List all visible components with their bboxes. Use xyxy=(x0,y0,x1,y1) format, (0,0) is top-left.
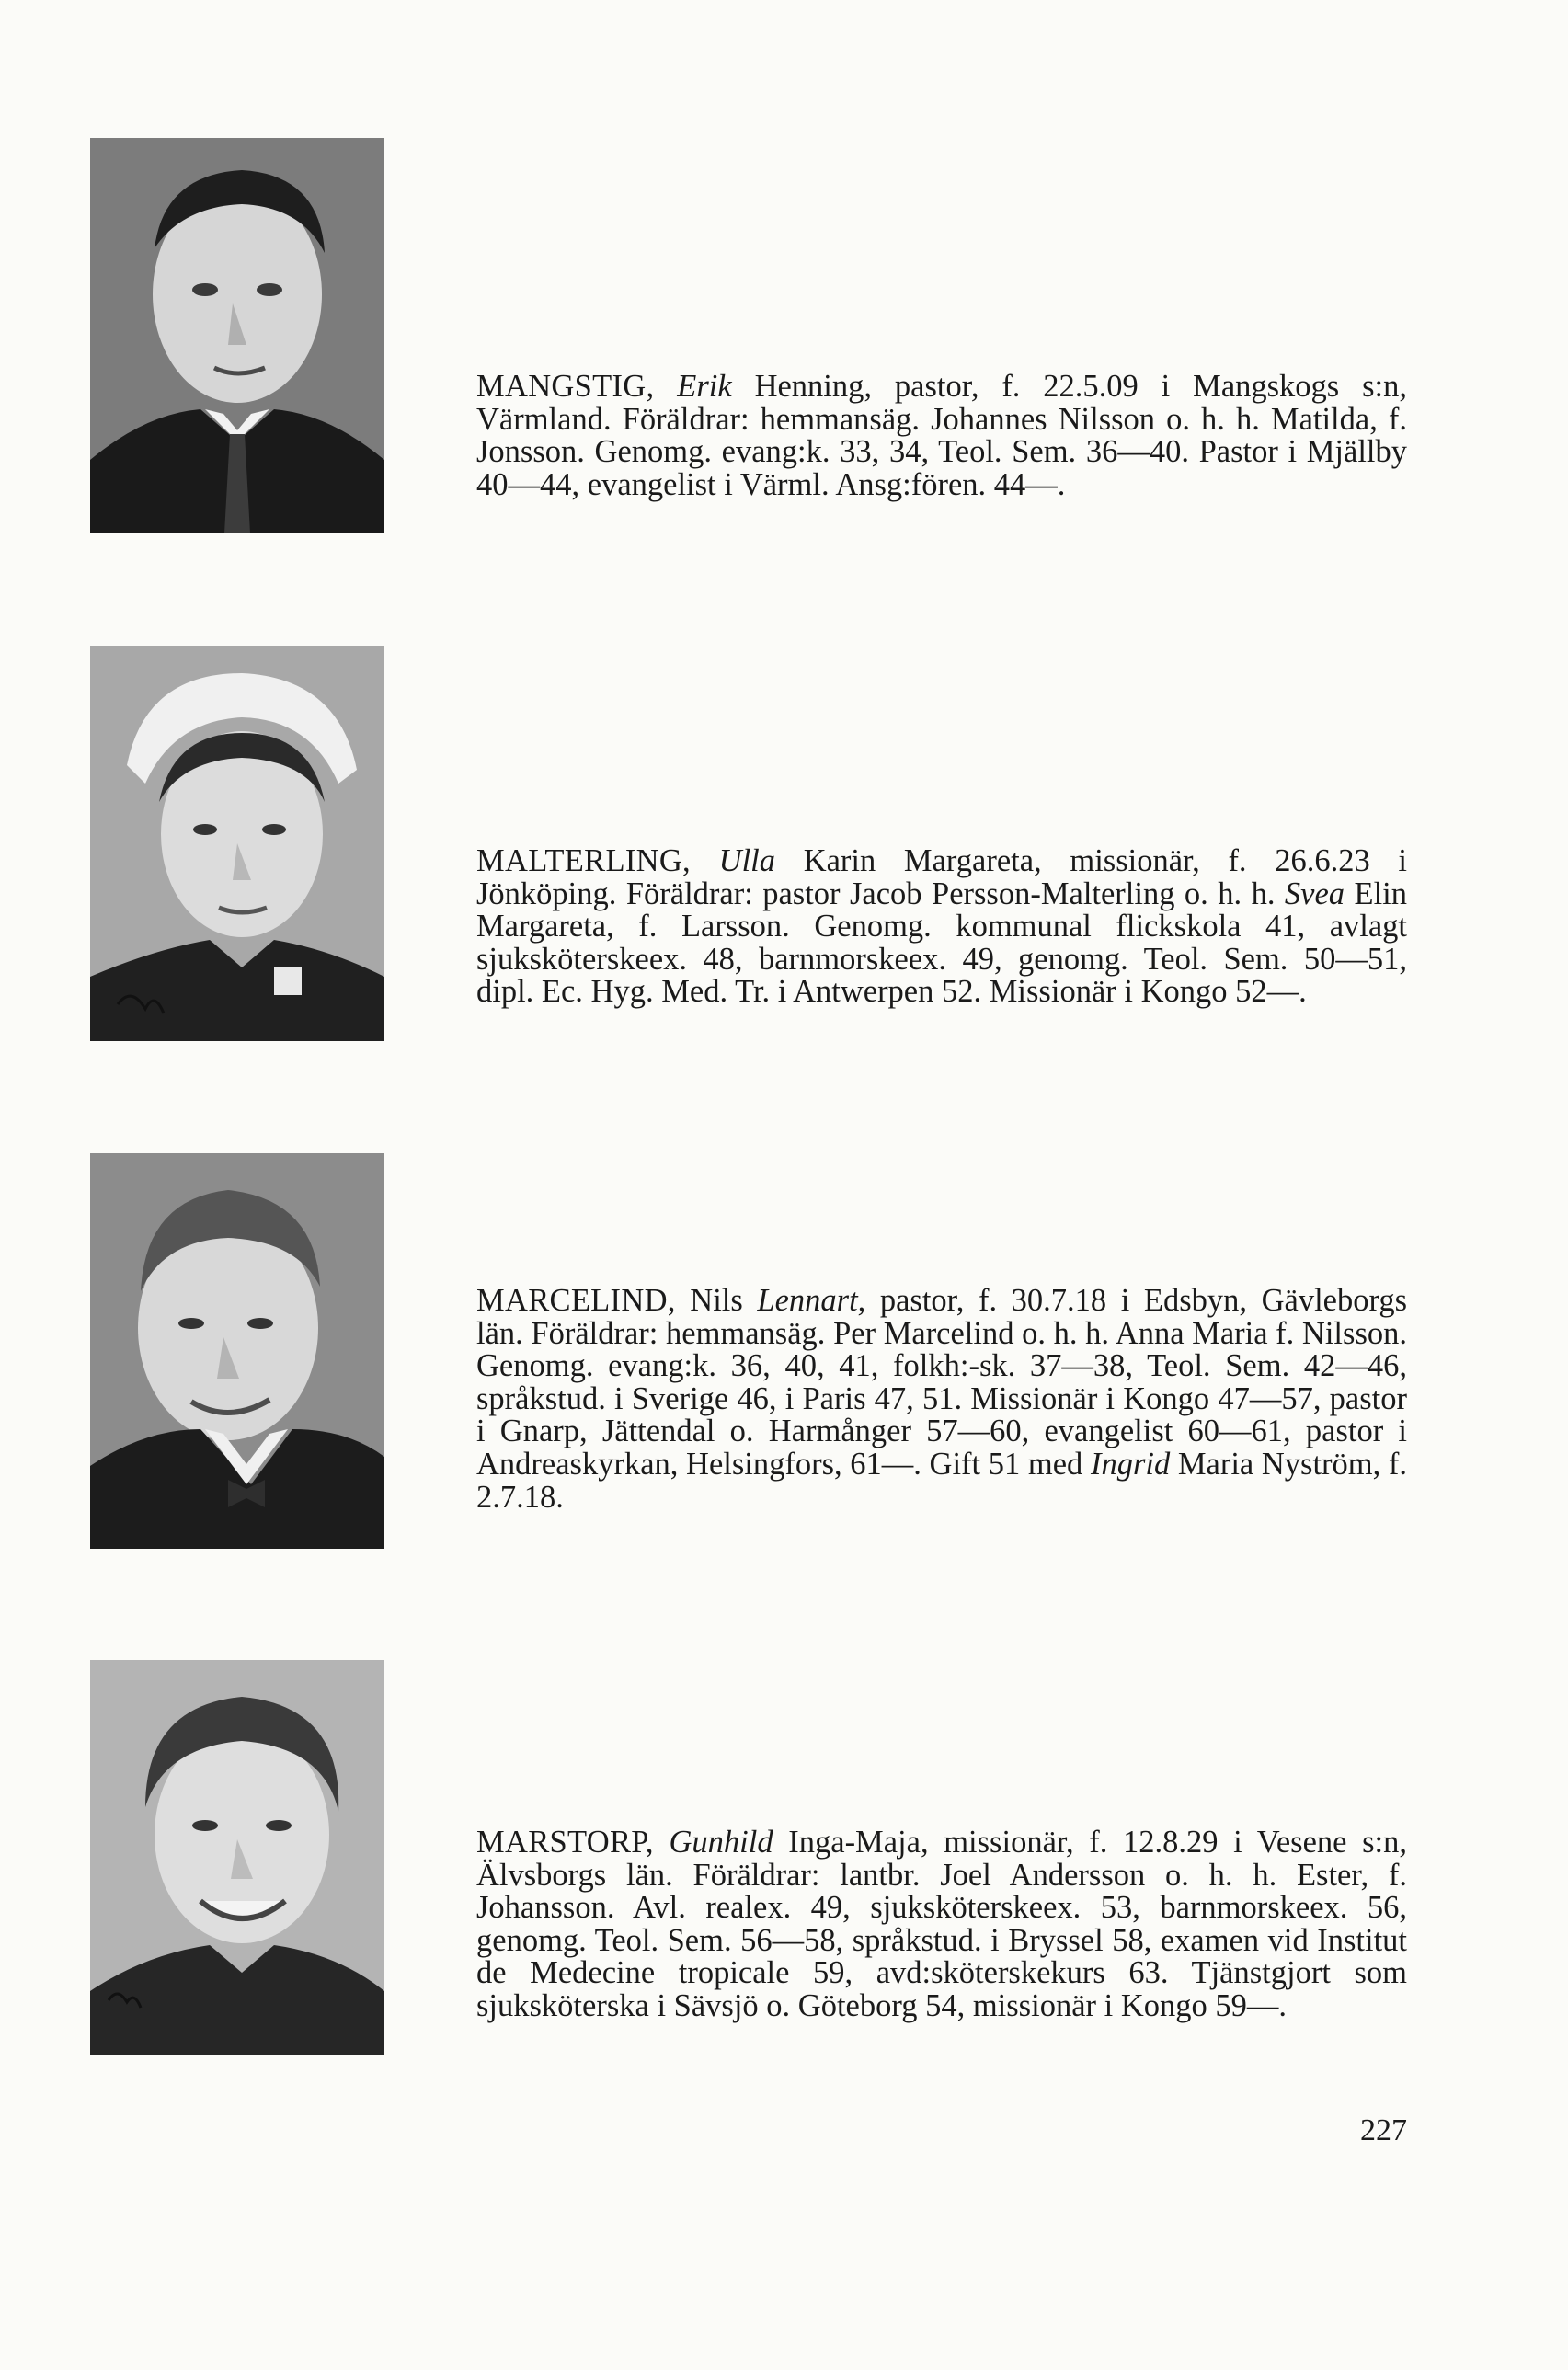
surname: MANGSTIG, xyxy=(476,369,655,404)
surname: MARCELIND, xyxy=(476,1283,676,1318)
spouse-name-italic: Ingrid xyxy=(1090,1446,1171,1482)
portrait-photo xyxy=(90,138,384,533)
surname: MARSTORP, xyxy=(476,1825,654,1860)
given-name-italic: Ulla xyxy=(718,843,776,878)
biography-body-continued: Maria Nyström, f. 2.7.18. xyxy=(476,1446,1408,1515)
portrait-man-icon xyxy=(90,138,384,533)
biography-text xyxy=(476,845,1407,1009)
page-number: 227 xyxy=(1360,2113,1407,2147)
biography-text xyxy=(476,371,1407,501)
given-name-italic: Erik xyxy=(677,369,732,404)
given-name-italic: Lennart, xyxy=(757,1283,866,1318)
mother-name-italic: Svea xyxy=(1284,876,1345,911)
surname: MALTERLING, xyxy=(476,843,691,878)
portrait-woman-icon xyxy=(90,1660,384,2055)
biography-text xyxy=(476,1285,1407,1514)
biography-body: pastor, f. 30.7.18 i Edsbyn, Gävleborgs län. Föräldrar: hemmansäg. Per Marcelind o. h. h. Anna Maria f. Nilsson. Genomg. evang:k. 36, 40, 41, folkh:-sk. 37—38, Teol. Sem. 42—46, språkstud. i Sverige 46, i Paris 47, 51. Missionär i Kongo 47—57, pastor i Gnarp, Jättendal o. Harmånger 57—60, evangelist 60—61, pastor i Andreaskyrkan, Helsingfors, 61—. Gift 51 med xyxy=(476,1283,1408,1482)
given-name-italic: Gunhild xyxy=(669,1825,773,1860)
biography-text xyxy=(476,1826,1407,2023)
biography-body: Henning, pastor, f. 22.5.09 i Mangskogs s:n, Värmland. Föräldrar: hemmansäg. Johannes Nilsson o. h. h. Matilda, f. Jonsson. Genomg. evang:k. 33, 34, Teol. Sem. 36—40. Pastor i Mjällby 40—44, evangelist i Värml. Ansg:fören. 44—. xyxy=(476,369,1407,502)
biography-body: Inga-Maja, missionär, f. 12.8.29 i Vesene s:n, Älvsborgs län. Föräldrar: lantbr. Joel Andersson o. h. h. Ester, f. Johansson. Avl. realex. 49, sjuksköterskeex. 53, barnmorskeex. 56, genomg. Teol. Sem. 56—58, språkstud. i Bryssel 58, examen vid Institut de Medecine tropicale 59, avd:sköterskekurs 63. Tjänstgjort som sjuksköterska i Sävsjö o. Göteborg 54, missionär i Kongo 59—. xyxy=(476,1825,1408,2023)
portrait-photo xyxy=(90,1153,384,1549)
portrait-photo xyxy=(90,646,384,1041)
portrait-photo xyxy=(90,1660,384,2055)
given-name: Nils xyxy=(690,1283,743,1318)
portrait-woman-icon xyxy=(90,646,384,1041)
biography-body: Karin Margareta, missionär, f. 26.6.23 i Jönköping. Föräldrar: pastor Jacob Persson-Malterling o. h. h. xyxy=(476,843,1408,911)
biography-body-continued: Elin Margareta, f. Larsson. Genomg. kommunal flickskola 41, avlagt sjuksköterskeex. 48, barnmorskeex. 49, genomg. Teol. Sem. 50—51, dipl. Ec. Hyg. Med. Tr. i Antwerpen 52. Missionär i Kongo 52—. xyxy=(476,876,1407,1010)
portrait-man-icon xyxy=(90,1153,384,1549)
